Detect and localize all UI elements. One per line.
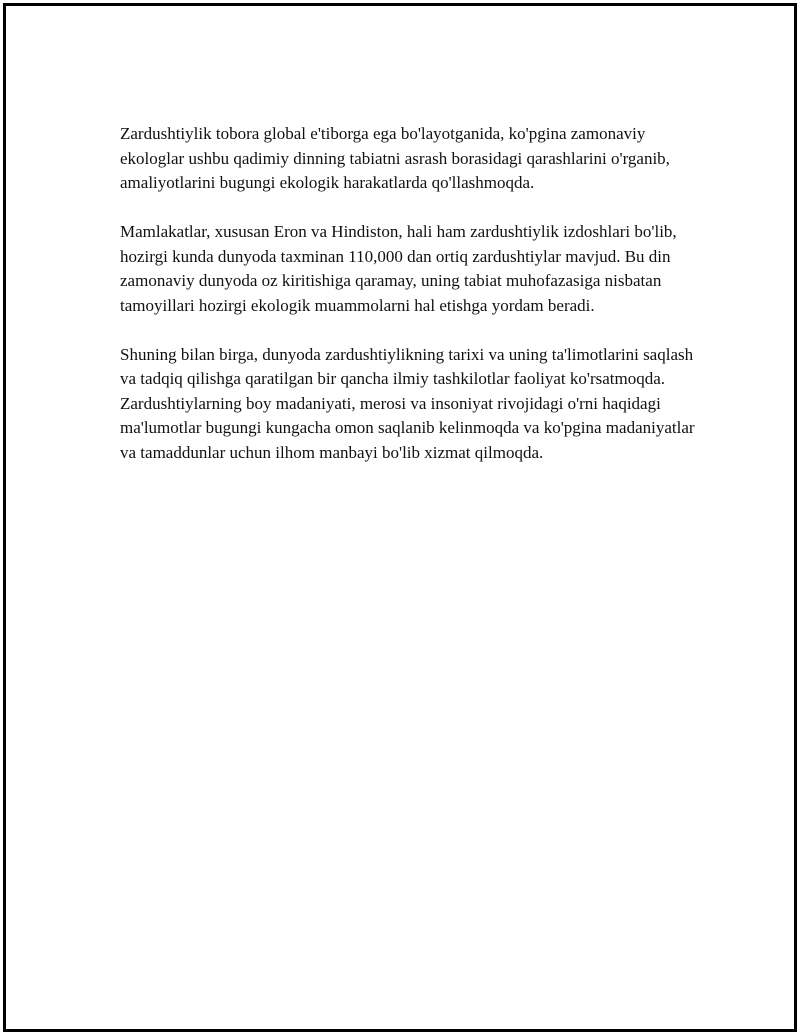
paragraph-3: Shuning bilan birga, dunyoda zardushtiylikning tarixi va uning ta'limotlarini saqlash va tadqiq qilishga qaratilgan bir qancha ilmiy tashkilotlar faoliyat ko'rsatmoqda. Zardushtiylarning boy madaniyati, merosi va insoniyat rivojidagi o'rni haqidagi ma'lumotlar bugungi kungacha omon saqlanib kelinmoqda va ko'pgina madaniyatlar va tamaddunlar uchun ilhom manbayi bo'lib xizmat qilmoqda.	[120, 344, 695, 462]
paragraph-1: Zardushtiylik tobora global e'tiborga ega bo'layotganida, ko'pgina zamonaviy ekologlar ushbu qadimiy dinning tabiatni asrash borasidagi qarashlarini o'rganib, amaliyotlarini bugungi ekologik harakatlarda qo'llashmoqda.	[120, 124, 670, 192]
document-body	[120, 122, 700, 490]
document-page	[3, 3, 797, 1032]
paragraph-2: Mamlakatlar, xususan Eron va Hindiston, hali ham zardushtiylik izdoshlari bo'lib, hozirgi kunda dunyoda taxminan 110,000 dan ortiq zardushtiylar mavjud. Bu din zamonaviy dunyoda oz kiritishiga qaramay, uning tabiat muhofazasiga nisbatan tamoyillari hozirgi ekologik muammolarni hal etishga yordam beradi.	[120, 222, 677, 315]
